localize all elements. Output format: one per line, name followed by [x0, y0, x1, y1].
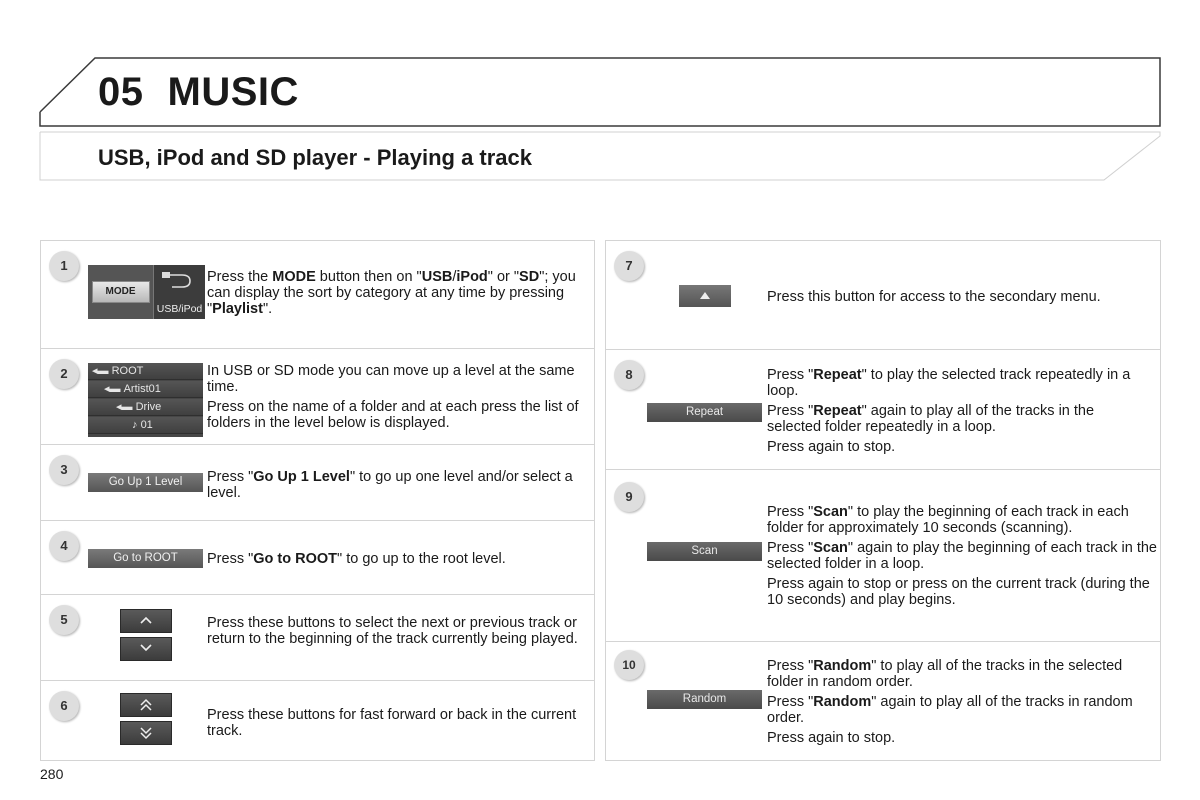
step-10 — [606, 642, 1160, 762]
step-3 — [41, 445, 594, 521]
step-text: Press "Random" to play all of the tracks in the selected folder in random order. Press "Random" again to play all of the tracks in random order. Press again to stop. — [767, 658, 1133, 746]
go-to-root-button-image: Go to ROOT — [88, 549, 203, 568]
usb-ipod-label: USB/iPod — [156, 303, 203, 315]
step-number-badge: 4 — [49, 531, 79, 561]
steps-left-column — [40, 240, 595, 761]
chapter-title: MUSIC — [167, 70, 299, 114]
chevron-down-icon — [120, 637, 172, 661]
go-up-1-level-button-image: Go Up 1 Level — [88, 473, 203, 492]
random-button-image: Random — [647, 690, 762, 709]
step-text: Press "Repeat" to play the selected track repeatedly in a loop. Press "Repeat" again to play all of the tracks in the selected folder repeatedly in a loop. Press again to stop. — [767, 367, 1131, 455]
step-number-badge: 1 — [49, 251, 79, 281]
mode-button-label: MODE — [92, 281, 150, 303]
step-text: Press "Go to ROOT" to go up to the root level. — [207, 551, 506, 567]
step-2 — [41, 349, 594, 445]
step-number-badge: 8 — [614, 360, 644, 390]
step-number-badge: 7 — [614, 251, 644, 281]
folder-tree-image — [88, 363, 203, 437]
step-9 — [606, 470, 1160, 642]
step-text: Press "Go Up 1 Level" to go up one level and/or select a level. — [207, 469, 573, 501]
double-chevron-up-icon — [120, 693, 172, 717]
steps-right-column — [605, 240, 1161, 761]
step-7 — [606, 241, 1160, 350]
double-chevron-down-icon — [120, 721, 172, 745]
step-5 — [41, 595, 594, 681]
chapter-heading — [98, 70, 299, 115]
triangle-up-icon — [679, 285, 731, 307]
step-number-badge: 10 — [614, 650, 644, 680]
page-number: 280 — [40, 766, 64, 782]
tree-row-drive: ◂▬ Drive — [88, 399, 203, 416]
step-number-badge: 3 — [49, 455, 79, 485]
step-text: In USB or SD mode you can move up a level at the same time. Press on the name of a folder and at each press the list of folders in the level below is displayed. — [207, 363, 579, 431]
step-6 — [41, 681, 594, 762]
step-number-badge: 9 — [614, 482, 644, 512]
step-text: Press these buttons for fast forward or back in the current track. — [207, 707, 577, 739]
step-number-badge: 6 — [49, 691, 79, 721]
step-1 — [41, 241, 594, 349]
usb-ipod-button-image — [153, 265, 205, 319]
chapter-number: 05 — [98, 70, 144, 114]
tree-row-track: ♪ 01 — [88, 417, 203, 434]
tree-row-artist: ◂▬ Artist01 — [88, 381, 203, 398]
step-4 — [41, 521, 594, 595]
step-number-badge: 5 — [49, 605, 79, 635]
scan-button-image: Scan — [647, 542, 762, 561]
step-text: Press this button for access to the secondary menu. — [767, 289, 1101, 305]
mode-button-image — [88, 265, 153, 319]
step-text: Press the MODE button then on "USB/iPod" or "SD"; you can display the sort by category at any time by pressing "Playlist". — [207, 269, 576, 317]
usb-cable-icon — [154, 265, 206, 297]
step-text: Press these buttons to select the next or previous track or return to the beginning of the track currently being played. — [207, 615, 578, 647]
section-title: USB, iPod and SD player - Playing a track — [98, 145, 533, 170]
repeat-button-image: Repeat — [647, 403, 762, 422]
tree-row-root: ◂▬ ROOT — [88, 363, 203, 380]
chevron-up-icon — [120, 609, 172, 633]
step-text: Press "Scan" to play the beginning of each track in each folder for approximately 10 seconds (scanning). Press "Scan" again to play the beginning of each track in the selected folder in a loop. Press again to stop or press on the current track (during the 10 seconds) and play begins. — [767, 504, 1157, 608]
step-8 — [606, 350, 1160, 470]
step-number-badge: 2 — [49, 359, 79, 389]
